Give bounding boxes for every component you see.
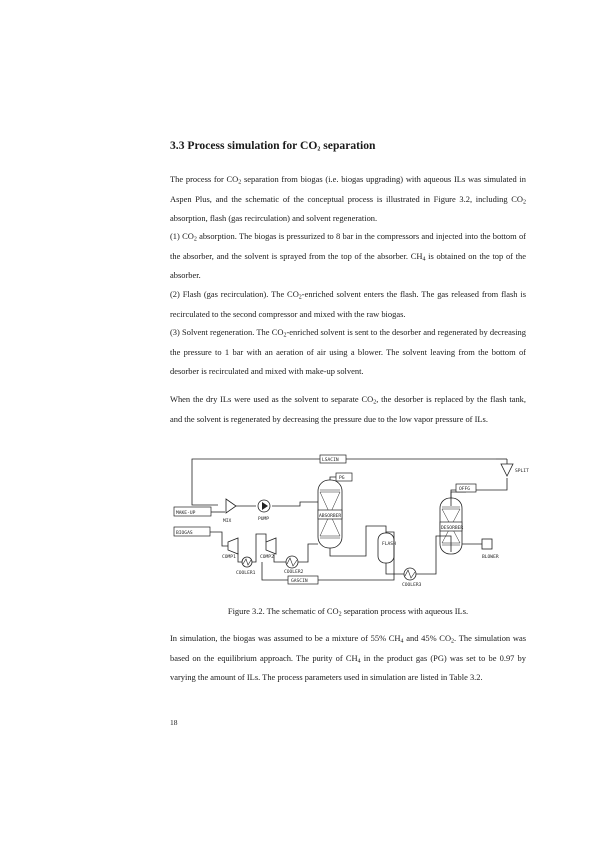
text-run: . The simulation was based on the equilibrium approach. The purity of CH <box>170 633 526 663</box>
paragraph-flash <box>170 285 526 324</box>
stream-comp2-cooler2 <box>274 554 286 562</box>
process-schematic-figure <box>170 450 529 598</box>
blower-icon <box>482 539 492 549</box>
text-run: -enriched solvent enters the flash. The gas released from flash is recirculated to the second compressor and mixed with the raw biogas. <box>170 289 526 319</box>
text-run: absorption, flash (gas recirculation) and solvent regeneration. <box>170 213 378 224</box>
label-flash: FLASH <box>382 542 396 547</box>
page-number: 18 <box>170 718 178 727</box>
label-mix: MIX <box>223 519 232 524</box>
paragraph-dry-ils <box>170 390 526 429</box>
paragraph-regeneration <box>170 323 526 382</box>
stream-desorber-offg <box>451 492 466 498</box>
stream-comp1-cooler1 <box>238 553 242 562</box>
figure-caption: Figure 3.2. The schematic of $CO_2$ separation process with aqueous ILs. <box>227 606 469 618</box>
text-run: (2) Flash (gas recirculation). The CO <box>170 289 299 299</box>
text-run: , the desorber is replaced by the flash tank, and the solvent is regenerated by decreasing the pressure due to the low vapor pressure of ILs. <box>170 394 526 424</box>
text-run: -enriched solvent is sent to the desorber and regenerated by decreasing the pressure to 1 bar with an aeration of air using a blower. The solvent leaving from the bottom of desorber is recirculated and mixed with make-up solvent. <box>170 327 526 377</box>
text-run: separation from biogas (i.e. biogas upgrading) with aqueous ILs was simulated in Aspen Plus, and the schematic of the conceptual process is illustrated in Figure 3.2, including CO <box>170 174 526 204</box>
text-run: In simulation, the biogas was assumed to be a mixture of 55% CH <box>170 633 401 643</box>
stream-flash-cooler3 <box>386 563 404 574</box>
label-split: SPLIT <box>515 469 529 474</box>
text-run: The process for CO <box>170 174 239 184</box>
label-cooler2: COOLER2 <box>284 570 304 575</box>
text-run: (3) Solvent regeneration. The CO <box>170 327 284 337</box>
subscript: 2 <box>373 399 377 406</box>
subscript: 2 <box>298 294 302 301</box>
label-blower: BLOWER <box>482 555 499 560</box>
subscript: 2 <box>193 236 197 243</box>
subscript: 2 <box>523 199 526 206</box>
label-gascin: GASCIN <box>291 579 308 584</box>
stream-cooler3-desorber <box>416 536 451 574</box>
subscript: 4 <box>422 256 426 263</box>
subscript: 2 <box>283 332 287 339</box>
stream-pump-absorber <box>272 502 318 506</box>
label-cooler3: COOLER3 <box>402 583 422 588</box>
text-run: When the dry ILs were used as the solvent to separate CO <box>170 394 374 404</box>
comp2-icon <box>266 538 276 554</box>
label-pump: PUMP <box>258 517 270 522</box>
paragraph-simulation <box>170 629 526 688</box>
stream-pg <box>330 477 336 480</box>
comp1-icon <box>228 538 238 554</box>
section-heading: 3.3 Process simulation for $CO_2$ separation <box>170 139 376 153</box>
label-cooler1: COOLER1 <box>236 571 256 576</box>
subscript: 4 <box>400 638 404 645</box>
label-make-up: MAKE-UP <box>176 511 196 516</box>
mix-icon <box>226 499 236 513</box>
label-lsacin: LSACIN <box>322 458 339 463</box>
paragraph-intro <box>170 170 526 229</box>
label-comp1: COMP1 <box>222 555 236 560</box>
stream-gascin <box>262 532 394 580</box>
label-desorber: DESORBER <box>441 526 464 531</box>
text-run: and 45% CO <box>403 633 452 643</box>
flash-vessel <box>378 533 394 563</box>
label-offg: OFFG <box>459 487 471 492</box>
label-biogas: BIOGAS <box>176 531 193 536</box>
stream-biogas <box>210 532 228 546</box>
text-run: is obtained on the top of the absorber. <box>170 250 527 281</box>
process-schematic <box>170 450 529 598</box>
text-run: (1) CO <box>170 231 194 241</box>
subscript: 2 <box>451 638 455 645</box>
subscript: 2 <box>238 179 242 186</box>
label-comp2: COMP2 <box>260 555 274 560</box>
text-run: absorption. The biogas is pressurized to 8 bar in the compressors and injected into the bottom of the absorber, and the solvent is sprayed from the top of the absorber. CH <box>170 231 526 261</box>
text-run: in the product gas (PG) was set to be 0.97 by varying the amount of ILs. The process parameters used in simulation are listed in Table 3.2. <box>170 652 526 683</box>
label-pg: PG <box>339 476 345 481</box>
paragraph-absorption <box>170 227 526 286</box>
stream-cooler2-absorber <box>298 544 318 562</box>
split-icon <box>501 464 513 476</box>
subscript: 4 <box>357 658 361 665</box>
label-absorber: ABSORBER <box>319 514 342 519</box>
